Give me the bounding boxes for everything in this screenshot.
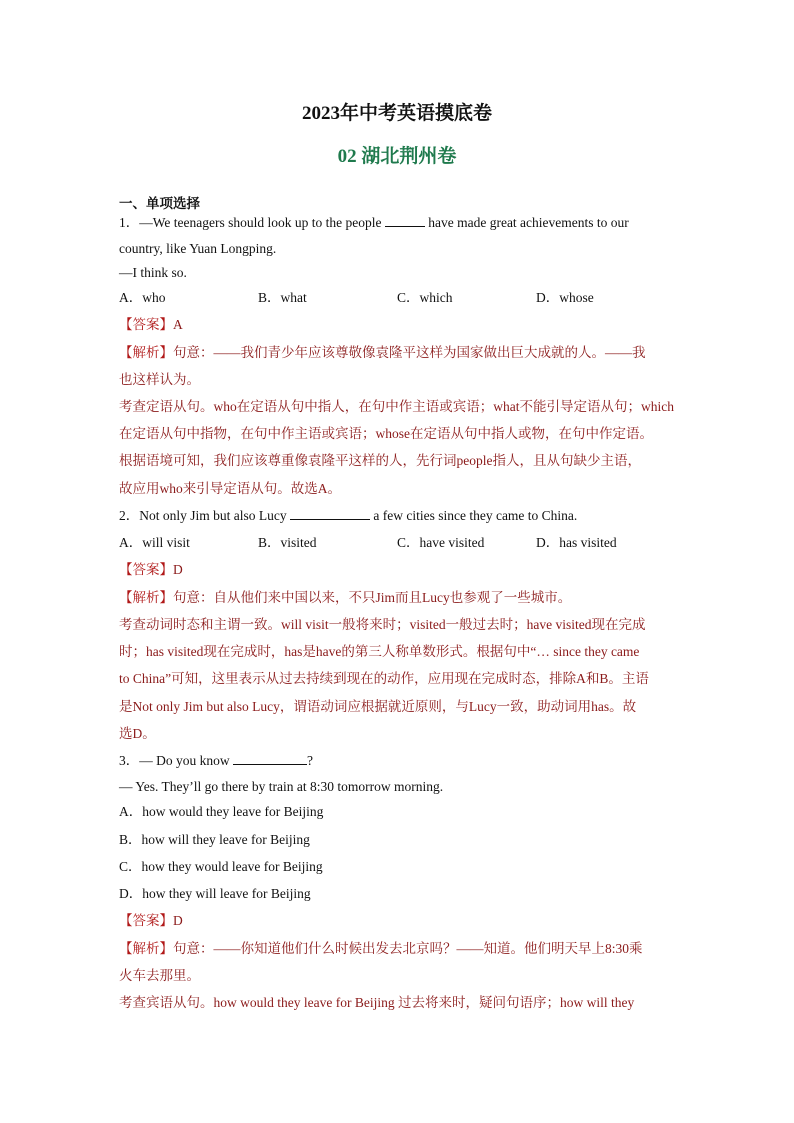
q1-stem-line1: [119, 213, 629, 233]
q1-analysis-1: [119, 343, 646, 363]
q3-answer: [119, 911, 183, 931]
q3-blank: [233, 752, 307, 765]
page-subtitle: 02 湖北荆州卷: [337, 146, 457, 167]
q1-option-b: B．what: [258, 290, 307, 305]
q2-answer: [119, 560, 183, 580]
analysis-text: 句意：——我们青少年应该尊敬像袁隆平这样为国家做出巨大成就的人。——我: [173, 345, 646, 360]
analysis-tag: 【解析】: [119, 345, 173, 360]
q1-stem-pre: 1．—We teenagers should look up to the people: [119, 215, 382, 230]
q2-stem-pre: 2．Not only Jim but also Lucy: [119, 508, 287, 523]
q3-analysis-2: 火车去那里。: [119, 968, 200, 983]
q3-option-a: A．how would they leave for Beijing: [119, 804, 324, 819]
q1-blank: [385, 214, 425, 227]
analysis-text: 句意：自从他们来中国以来，不只Jim而且Lucy也参观了一些城市。: [173, 590, 572, 605]
q3-stem-line2: — Yes. They’ll go there by train at 8:30 tomorrow morning.: [119, 779, 444, 794]
q1-option-c: C．which: [397, 290, 453, 305]
q2-option-d: D．has visited: [536, 535, 617, 550]
q2-stem-line1: [119, 506, 577, 526]
page-title: 2023年中考英语摸底卷: [301, 103, 492, 124]
q3-analysis-3: 考查宾语从句。how would they leave for Beijing 过去将来时，疑问句语序；how will they: [119, 995, 635, 1010]
analysis-tag: 【解析】: [119, 590, 173, 605]
answer-tag: 【答案】: [119, 913, 173, 928]
q3-option-b: B．how will they leave for Beijing: [119, 832, 310, 847]
q2-stem-post: a few cities since they came to China.: [373, 508, 578, 523]
q2-blank: [290, 507, 370, 520]
answer-tag: 【答案】: [119, 317, 173, 332]
q2-analysis-3: 时；has visited现在完成时，has是have的第三人称单数形式。根据句中“… since they came: [119, 644, 640, 659]
q2-option-b: B．visited: [258, 535, 317, 550]
q1-analysis-6: 故应用who来引导定语从句。故选A。: [119, 481, 341, 496]
q2-option-c: C．have visited: [397, 535, 485, 550]
q3-option-c: C．how they would leave for Beijing: [119, 859, 323, 874]
answer-value: A: [173, 317, 183, 332]
q2-analysis-1: [119, 588, 571, 608]
analysis-tag: 【解析】: [119, 941, 173, 956]
q1-stem-post: have made great achievements to our: [428, 215, 629, 230]
q2-analysis-5: 是Not only Jim but also Lucy，谓语动词应根据就近原则，与Lucy一致，助动词用has。故: [119, 699, 637, 714]
q1-stem-line2: country, like Yuan Longping.: [119, 241, 277, 256]
q2-analysis-2: 考查动词时态和主谓一致。will visit一般将来时；visited一般过去时；have visited现在完成: [119, 617, 646, 632]
q2-analysis-4: to China”可知，这里表示从过去持续到现在的动作，应用现在完成时态，排除A和B。主语: [119, 671, 649, 686]
answer-value: D: [173, 562, 183, 577]
q3-stem-pre: 3．— Do you know: [119, 753, 230, 768]
q1-option-d: D．whose: [536, 290, 594, 305]
q1-analysis-2: 也这样认为。: [119, 372, 200, 387]
q3-stem-post: ?: [307, 753, 313, 768]
q3-stem-line1: [119, 751, 313, 771]
q2-analysis-6: 选D。: [119, 726, 156, 741]
q1-option-a: A．who: [119, 290, 166, 305]
q1-analysis-3: 考查定语从句。who在定语从句中指人，在句中作主语或宾语；what不能引导定语从句；which: [119, 399, 674, 414]
q2-option-a: A．will visit: [119, 535, 190, 550]
q3-option-d: D．how they will leave for Beijing: [119, 886, 311, 901]
answer-tag: 【答案】: [119, 562, 173, 577]
q1-analysis-4: 在定语从句中指物，在句中作主语或宾语；whose在定语从句中指人或物，在句中作定语。: [119, 426, 653, 441]
q1-stem-line3: —I think so.: [119, 265, 187, 280]
analysis-text: 句意：——你知道他们什么时候出发去北京吗？——知道。他们明天早上8:30乘: [173, 941, 643, 956]
answer-value: D: [173, 913, 183, 928]
q1-analysis-5: 根据语境可知，我们应该尊重像袁隆平这样的人，先行词people指人，且从句缺少主语，: [119, 453, 641, 468]
q3-analysis-1: [119, 939, 643, 959]
q1-answer: [119, 315, 183, 335]
section-heading: 一、单项选择: [119, 196, 200, 211]
